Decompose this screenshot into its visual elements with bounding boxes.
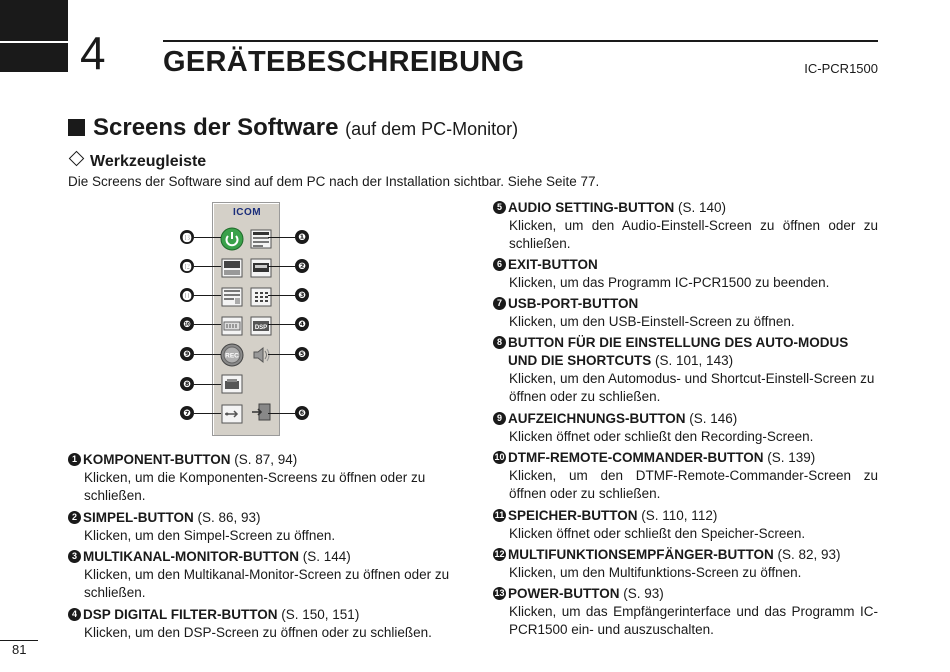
item-number: 1 xyxy=(68,453,81,466)
item-desc: Klicken, um den DTMF-Remote-Commander-Screen zu öffnen oder zu schließen. xyxy=(509,468,878,501)
list-item xyxy=(493,295,878,331)
item-number: 12 xyxy=(494,549,505,559)
item-label: AUDIO SETTING-BUTTON xyxy=(508,200,675,215)
square-bullet-icon xyxy=(68,119,85,136)
item-ref: (S. 93) xyxy=(623,586,664,601)
list-item xyxy=(493,546,878,582)
list-item xyxy=(68,451,463,505)
component-button-icon xyxy=(250,229,272,249)
leader-line xyxy=(194,324,221,325)
callout-4: ❹ xyxy=(295,317,309,331)
item-desc: Klicken, um den USB-Einstell-Screen zu öffnen. xyxy=(509,314,795,329)
chapter-number: 4 xyxy=(80,27,106,79)
list-item xyxy=(493,334,878,406)
callout-1: ❶ xyxy=(295,230,309,244)
usb-port-button-icon xyxy=(221,404,243,424)
leader-line xyxy=(268,266,295,267)
multichannel-monitor-button-icon xyxy=(250,287,272,307)
dsp-button-label: DSP xyxy=(254,325,268,331)
item-number: 2 xyxy=(68,511,81,524)
simple-button-icon xyxy=(250,258,272,278)
leader-line xyxy=(268,413,295,414)
item-ref: (S. 146) xyxy=(689,411,738,426)
leader-line xyxy=(194,237,221,238)
item-label: BUTTON FÜR DIE EINSTELLUNG DES AUTO-MODUS UND DIE SHORTCUTS xyxy=(508,335,849,368)
item-ref: (S. 87, 94) xyxy=(234,452,298,467)
intro-text: Die Screens der Software sind auf dem PC nach der Installation sichtbar. Siehe Seite 77. xyxy=(68,174,600,189)
list-item xyxy=(68,606,463,642)
record-button-label: REC xyxy=(225,352,239,360)
item-label: KOMPONENT-BUTTON xyxy=(83,452,231,467)
item-ref: (S. 150, 151) xyxy=(281,607,360,622)
item-label: AUFZEICHNUNGS-BUTTON xyxy=(508,411,686,426)
callout-12: ⓬ xyxy=(180,259,194,273)
item-desc: Klicken, um das Programm IC-PCR1500 zu beenden. xyxy=(509,275,830,290)
list-item xyxy=(493,449,878,503)
callout-7: ❼ xyxy=(180,406,194,420)
dtmf-button-icon xyxy=(221,316,243,336)
section-title-text: Screens der Software xyxy=(93,114,339,141)
item-label: MULTIKANAL-MONITOR-BUTTON xyxy=(83,549,299,564)
list-item xyxy=(493,585,878,639)
item-desc: Klicken, um den Multikanal-Monitor-Screen zu öffnen oder zu schließen. xyxy=(84,567,450,600)
auto-mode-shortcut-button-icon xyxy=(221,374,243,394)
header-rule xyxy=(163,40,878,42)
item-ref: (S. 140) xyxy=(678,200,727,215)
item-label: MULTIFUNKTIONSEMPFÄNGER-BUTTON xyxy=(508,547,774,562)
item-number: 13 xyxy=(494,588,505,598)
diamond-bullet-icon xyxy=(69,151,85,167)
item-label: USB-PORT-BUTTON xyxy=(508,296,639,311)
leader-line xyxy=(194,354,221,355)
item-desc: Klicken, um den Simpel-Screen zu öffnen. xyxy=(84,528,336,543)
chapter-tab xyxy=(0,0,68,72)
item-label: SPEICHER-BUTTON xyxy=(508,508,638,523)
leader-line xyxy=(268,324,295,325)
dsp-button-icon xyxy=(250,316,272,336)
leader-line xyxy=(268,354,295,355)
model-name: IC-PCR1500 xyxy=(804,61,878,76)
leader-line xyxy=(194,413,221,414)
page-number: 81 xyxy=(12,642,27,657)
chapter-tab-stripe xyxy=(0,41,68,43)
list-item xyxy=(493,256,878,292)
callout-8: ❽ xyxy=(180,377,194,391)
callout-6: ❻ xyxy=(295,406,309,420)
item-ref: (S. 139) xyxy=(767,450,816,465)
section-title xyxy=(68,113,518,144)
exit-button-icon xyxy=(250,402,272,422)
callout-2: ❷ xyxy=(295,259,309,273)
item-label: POWER-BUTTON xyxy=(508,586,620,601)
item-number: 9 xyxy=(493,412,506,425)
item-desc: Klicken öffnet oder schließt den Recording-Screen. xyxy=(509,429,814,444)
item-ref: (S. 110, 112) xyxy=(641,508,718,523)
item-number: 6 xyxy=(493,258,506,271)
item-desc: Klicken, um den Automodus- und Shortcut-Einstell-Screen zu öffnen oder zu schließen. xyxy=(509,371,875,404)
subsection-title-text: Werkzeugleiste xyxy=(90,153,207,170)
item-number: 8 xyxy=(493,336,506,349)
list-item xyxy=(68,548,463,602)
power-button-icon xyxy=(220,227,244,251)
item-number: 5 xyxy=(493,201,506,214)
callout-10: ❿ xyxy=(180,317,194,331)
item-desc: Klicken, um das Empfängerinterface und das Programm IC-PCR1500 ein- und auszuschalten. xyxy=(509,604,878,637)
section-subtitle: (auf dem PC-Monitor) xyxy=(345,119,519,139)
page-rule xyxy=(0,640,38,641)
subsection-title xyxy=(68,152,206,172)
leader-line xyxy=(194,384,221,385)
callout-13: ⓭ xyxy=(180,230,194,244)
callout-3: ❸ xyxy=(295,288,309,302)
list-item xyxy=(68,509,463,545)
memory-button-icon xyxy=(221,287,243,307)
item-label: DSP DIGITAL FILTER-BUTTON xyxy=(83,607,278,622)
leader-line xyxy=(268,295,295,296)
callout-11: ⓫ xyxy=(180,288,194,302)
record-button-icon xyxy=(220,343,244,367)
list-item xyxy=(493,507,878,543)
leader-line xyxy=(194,295,221,296)
item-ref: (S. 82, 93) xyxy=(777,547,841,562)
audio-setting-button-icon xyxy=(250,345,272,365)
item-label: EXIT-BUTTON xyxy=(508,257,598,272)
item-number: 7 xyxy=(493,297,506,310)
leader-line xyxy=(194,266,221,267)
item-desc: Klicken, um den Audio-Einstell-Screen zu öffnen oder zu schließen. xyxy=(509,218,878,251)
item-ref: (S. 101, 143) xyxy=(655,353,734,368)
item-number: 4 xyxy=(68,608,81,621)
list-item xyxy=(493,410,878,446)
multifunction-button-icon xyxy=(221,258,243,278)
item-ref: (S. 86, 93) xyxy=(197,510,261,525)
item-desc: Klicken, um die Komponenten-Screens zu öffnen oder zu schließen. xyxy=(84,470,426,503)
item-number: 10 xyxy=(494,452,505,462)
callout-5: ❺ xyxy=(295,347,309,361)
item-ref: (S. 144) xyxy=(302,549,351,564)
list-item xyxy=(493,199,878,253)
item-desc: Klicken, um den Multifunktions-Screen zu öffnen. xyxy=(509,565,802,580)
item-number: 3 xyxy=(68,550,81,563)
icom-logo: ICOM xyxy=(232,207,262,218)
item-label: DTMF-REMOTE-COMMANDER-BUTTON xyxy=(508,450,764,465)
item-desc: Klicken öffnet oder schließt den Speicher-Screen. xyxy=(509,526,806,541)
item-desc: Klicken, um den DSP-Screen zu öffnen oder zu schließen. xyxy=(84,625,432,640)
leader-line xyxy=(268,237,295,238)
callout-9: ❾ xyxy=(180,347,194,361)
page-title: GERÄTEBESCHREIBUNG xyxy=(163,46,525,78)
item-number: 11 xyxy=(494,510,505,520)
item-label: SIMPEL-BUTTON xyxy=(83,510,194,525)
